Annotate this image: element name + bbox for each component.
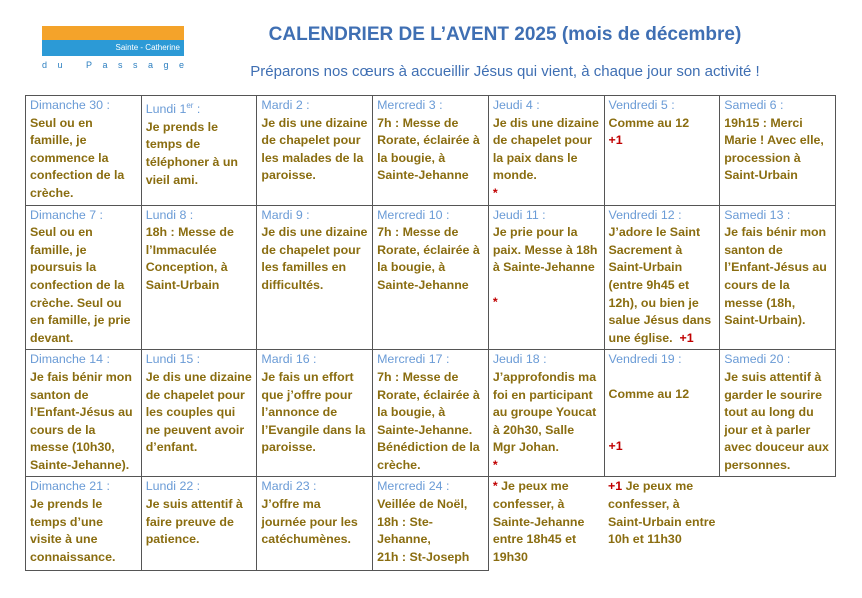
day-activity: Je suis attentif à faire preuve de patience. [145,497,243,547]
day-cell-sunday-7 [26,205,142,350]
day-cell-tuesday-9 [257,205,373,350]
day-activity: Veillée de Noël, 18h : Ste-Jehanne, [377,497,468,547]
week-row [26,350,836,477]
day-cell-saturday-6 [720,96,836,206]
day-activity: 18h : Messe de l’Immaculée Conception, à Saint-Urbain [145,225,234,292]
day-activity: 7h : Messe de Rorate, éclairée à la bougie, à Sainte-Jehanne [377,225,480,292]
star-mark: * [492,185,498,200]
star-mark: * [492,479,498,494]
spacer [493,277,600,294]
parish-logo [42,26,195,74]
day-activity: J’offre ma journée pour les catéchumènes. [261,497,358,547]
day-cell-wednesday-17 [373,350,489,477]
day-activity: Comme au 12 [608,386,690,401]
day-activity-text: J’adore le Saint Sacrement à Saint-Urbain (entre 9h45 et 12h), ou bien je salue Jésus dans une église. [608,225,712,345]
confession-note-sainte-jehanne [488,477,604,571]
plus-one-mark: +1 [679,330,694,345]
day-label: Dimanche 7 : [30,207,104,222]
day-cell-thursday-11 [488,205,604,350]
day-cell-saturday-13 [720,205,836,350]
day-cell-monday-22 [141,477,257,571]
day-cell-wednesday-10 [373,205,489,350]
day-activity: Je suis attentif à garder le sourire tout au long du jour et à parler avec douceur aux personnes. [724,369,829,472]
day-label: Mardi 16 : [261,352,317,367]
day-label: Samedi 20 : [724,352,791,367]
day-activity: Je dis une dizaine de chapelet pour la paix dans le monde. [492,115,599,183]
day-activity-text: Je peux me confesser, à Saint-Urbain entre 10h et 11h30 [608,479,716,547]
confession-note-saint-urbain [604,477,720,571]
day-activity: 7h : Messe de Rorate, éclairée à la bougie, à Sainte-Jehanne. [377,369,480,437]
page-title: CALENDRIER DE L’AVENT 2025 (mois de décembre) [268,24,742,45]
day-activity: Je dis une dizaine de chapelet pour les familles en difficultés. [261,225,368,292]
day-label: Vendredi 19 : [608,352,682,367]
day-label: Mercredi 10 : [377,207,450,222]
day-activity: Je fais bénir mon santon de l’Enfant-Jésus au cours de la messe (10h30, Sainte-Jehanne). [30,369,133,472]
day-label: Mardi 2 : [261,98,310,112]
day-cell-thursday-4 [488,96,604,206]
week-row [26,96,836,206]
day-activity-extra: 21h : St-Joseph [377,549,470,564]
day-label-sup: er [186,101,194,110]
day-label: Mardi 9 : [261,207,310,222]
spacer [609,404,716,421]
day-cell-thursday-18 [488,350,604,477]
day-cell-friday-19 [604,350,720,477]
day-activity [609,224,716,347]
week-row [26,477,836,571]
day-activity: Je prie pour la paix. Messe à 18h à Sainte-Jehanne [492,225,598,275]
day-cell-monday-15 [141,350,257,477]
day-cell-saturday-20 [720,350,836,477]
day-activity: Seul ou en famille, je commence la confection de la crèche. [30,115,125,200]
day-label: Samedi 6 : [724,98,784,112]
day-cell-wednesday-3 [373,96,489,206]
day-label: Lundi 15 : [145,352,201,367]
empty-cell [720,477,836,571]
day-activity [608,478,716,548]
day-cell-sunday-30 [26,96,142,206]
day-activity-text: Je peux me confesser, à Sainte-Jehanne entre 18h45 et 19h30 [492,479,585,564]
plus-one-mark: +1 [608,133,623,148]
day-cell-sunday-21 [26,477,142,571]
day-label: Jeudi 11 : [492,207,546,222]
day-cell-monday-1 [141,96,257,206]
day-label: Dimanche 30 : [30,98,110,112]
day-label-colon: : [193,102,201,117]
day-activity: Je prends le temps d’une visite à une connaissance. [30,497,116,564]
day-label: Vendredi 12 : [608,207,682,222]
day-label: Dimanche 21 : [30,479,110,494]
day-activity: Je prends le temps de téléphoner à un vieil ami. [145,119,238,187]
day-activity: 7h : Messe de Rorate, éclairée à la bougie, à Sainte-Jehanne [377,115,480,183]
day-label [146,97,253,119]
day-label: Vendredi 5 : [608,98,675,112]
logo-orange-band [42,26,184,40]
day-label: Mercredi 3 : [377,98,443,112]
day-activity: Je dis une dizaine de chapelet pour les malades de la paroisse. [261,115,368,183]
day-activity: Comme au 12 [608,115,690,130]
day-label: Samedi 13 : [724,207,791,222]
day-cell-sunday-14 [26,350,142,477]
spacer [609,369,716,386]
spacer [609,421,716,438]
plus-one-mark: +1 [608,438,623,453]
day-activity: Je dis une dizaine de chapelet pour les couples qui ne peuvent avoir d’enfant. [145,369,252,455]
day-cell-tuesday-2 [257,96,373,206]
day-activity [493,478,600,566]
day-label: Jeudi 4 : [492,98,540,112]
day-label: Mercredi 24 : [377,479,450,494]
day-cell-wednesday-24 [373,477,489,571]
day-cell-monday-8 [141,205,257,350]
day-cell-tuesday-23 [257,477,373,571]
day-label: Lundi 8 : [145,207,194,222]
advent-calendar-table [25,95,836,571]
day-cell-tuesday-16 [257,350,373,477]
day-activity: Je fais bénir mon santon de l’Enfant-Jésus au cours de la messe (18h, Saint-Urbain). [724,225,827,328]
day-label: Mardi 23 : [261,479,317,494]
logo-blue-band: Sainte - Catherine [42,40,184,56]
day-activity: J’approfondis ma foi en participant au groupe Youcat à 20h30, Salle Mgr Johan. [492,369,597,455]
day-label: Dimanche 14 : [30,352,110,367]
day-label: Jeudi 18 : [492,352,547,367]
day-activity-extra: Bénédiction de la crèche. [377,440,480,472]
day-label: Lundi 22 : [145,479,201,494]
day-cell-friday-12 [604,205,720,350]
page-subtitle: Préparons nos cœurs à accueillir Jésus qui vient, à chaque jour son activité ! [250,63,760,80]
day-activity: Seul ou en famille, je poursuis la confection de la crèche. Seul ou en famille, je prie devant. [30,225,131,345]
week-row [26,205,836,350]
star-mark: * [492,457,498,472]
day-cell-friday-5 [604,96,720,206]
plus-one-mark: +1 [608,479,623,494]
day-activity: 19h15 : Merci Marie ! Avec elle, procession à Saint-Urbain [724,115,824,183]
day-label-text: Lundi 1 [145,102,187,117]
day-activity: Je fais un effort que j’offre pour l’annonce de l’Evangile dans la paroisse. [261,369,366,455]
star-mark: * [492,294,498,309]
day-label: Mercredi 17 : [377,352,450,367]
logo-bottom-text: du Passage [42,60,195,70]
